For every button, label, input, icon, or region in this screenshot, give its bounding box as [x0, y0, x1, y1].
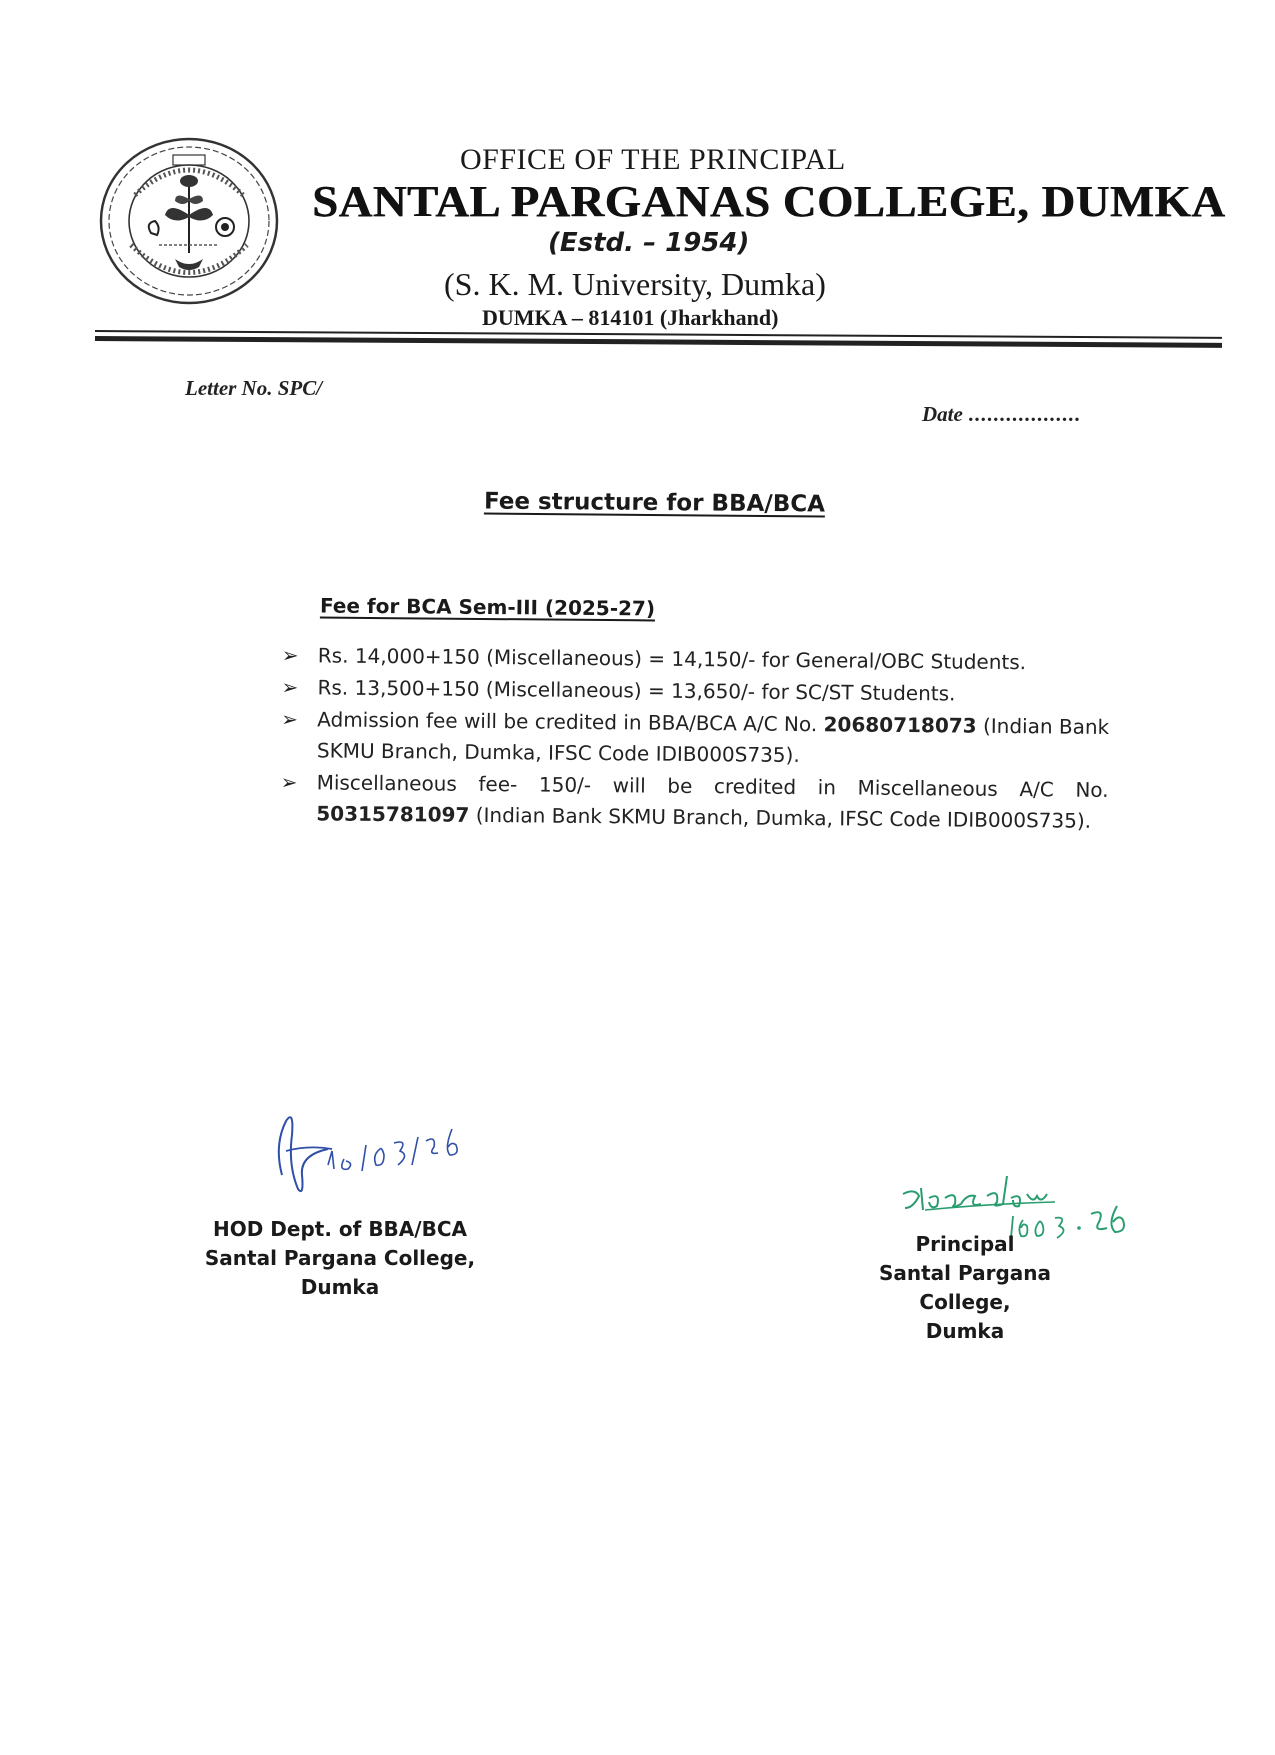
- arrow-bullet-icon: ➢: [281, 675, 299, 700]
- fee-list: [278, 640, 1110, 838]
- document-title: Fee structure for BBA/BCA: [483, 488, 826, 518]
- fee-sc-st: Rs. 13,500+150 (Miscellaneous) = 13,650/- for SC/ST Students.: [317, 675, 956, 706]
- arrow-bullet-icon: ➢: [281, 643, 299, 668]
- fee-general-obc: Rs. 14,000+150 (Miscellaneous) = 14,150/- for General/OBC Students.: [317, 643, 1027, 675]
- hod-college: Santal Pargana College,: [204, 1246, 476, 1270]
- misc-account-number: 50315781097: [316, 801, 470, 827]
- arrow-bullet-icon: ➢: [280, 770, 298, 795]
- admission-bank-details: (Indian Bank SKMU Branch, Dumka, IFSC Code IDIB000S735).: [316, 713, 1110, 767]
- list-item: [278, 767, 1109, 837]
- section-heading: Fee for BCA Sem-III (2025-27): [319, 593, 656, 621]
- principal-city: Dumka: [925, 1319, 1005, 1343]
- list-item: [279, 704, 1110, 774]
- misc-bank-details: (Indian Bank SKMU Branch, Dumka, IFSC Code IDIB000S735).: [469, 802, 1092, 833]
- established-year: (Estd. – 1954): [548, 228, 750, 258]
- date-field: [922, 402, 1081, 427]
- principal-college: Santal Pargana College,: [878, 1261, 1052, 1314]
- hod-city: Dumka: [300, 1275, 380, 1299]
- hod-title: HOD Dept. of BBA/BCA: [213, 1217, 467, 1241]
- college-seal-logo: [95, 135, 283, 307]
- principal-title: Principal: [915, 1232, 1015, 1256]
- admission-account-number: 20680718073: [823, 712, 977, 738]
- university-name: (S. K. M. University, Dumka): [444, 266, 826, 302]
- principal-signature-block: [830, 1230, 1100, 1346]
- letter-number: Letter No. SPC/: [185, 376, 323, 400]
- college-name: SANTAL PARGANAS COLLEGE, DUMKA: [312, 177, 1226, 226]
- admission-fee-text: Admission fee will be credited in BBA/BCA A/C No.: [317, 707, 824, 737]
- hod-signature-mark: [268, 1105, 493, 1200]
- date-placeholder: ..................: [968, 402, 1081, 426]
- arrow-bullet-icon: ➢: [281, 707, 299, 732]
- college-address: DUMKA – 814101 (Jharkhand): [482, 305, 779, 330]
- hod-signature-block: [200, 1215, 480, 1302]
- office-heading: OFFICE OF THE PRINCIPAL: [460, 143, 846, 176]
- misc-fee-text: Miscellaneous fee- 150/- will be credited in Miscellaneous A/C No.: [316, 770, 1109, 802]
- date-label: Date: [922, 402, 963, 426]
